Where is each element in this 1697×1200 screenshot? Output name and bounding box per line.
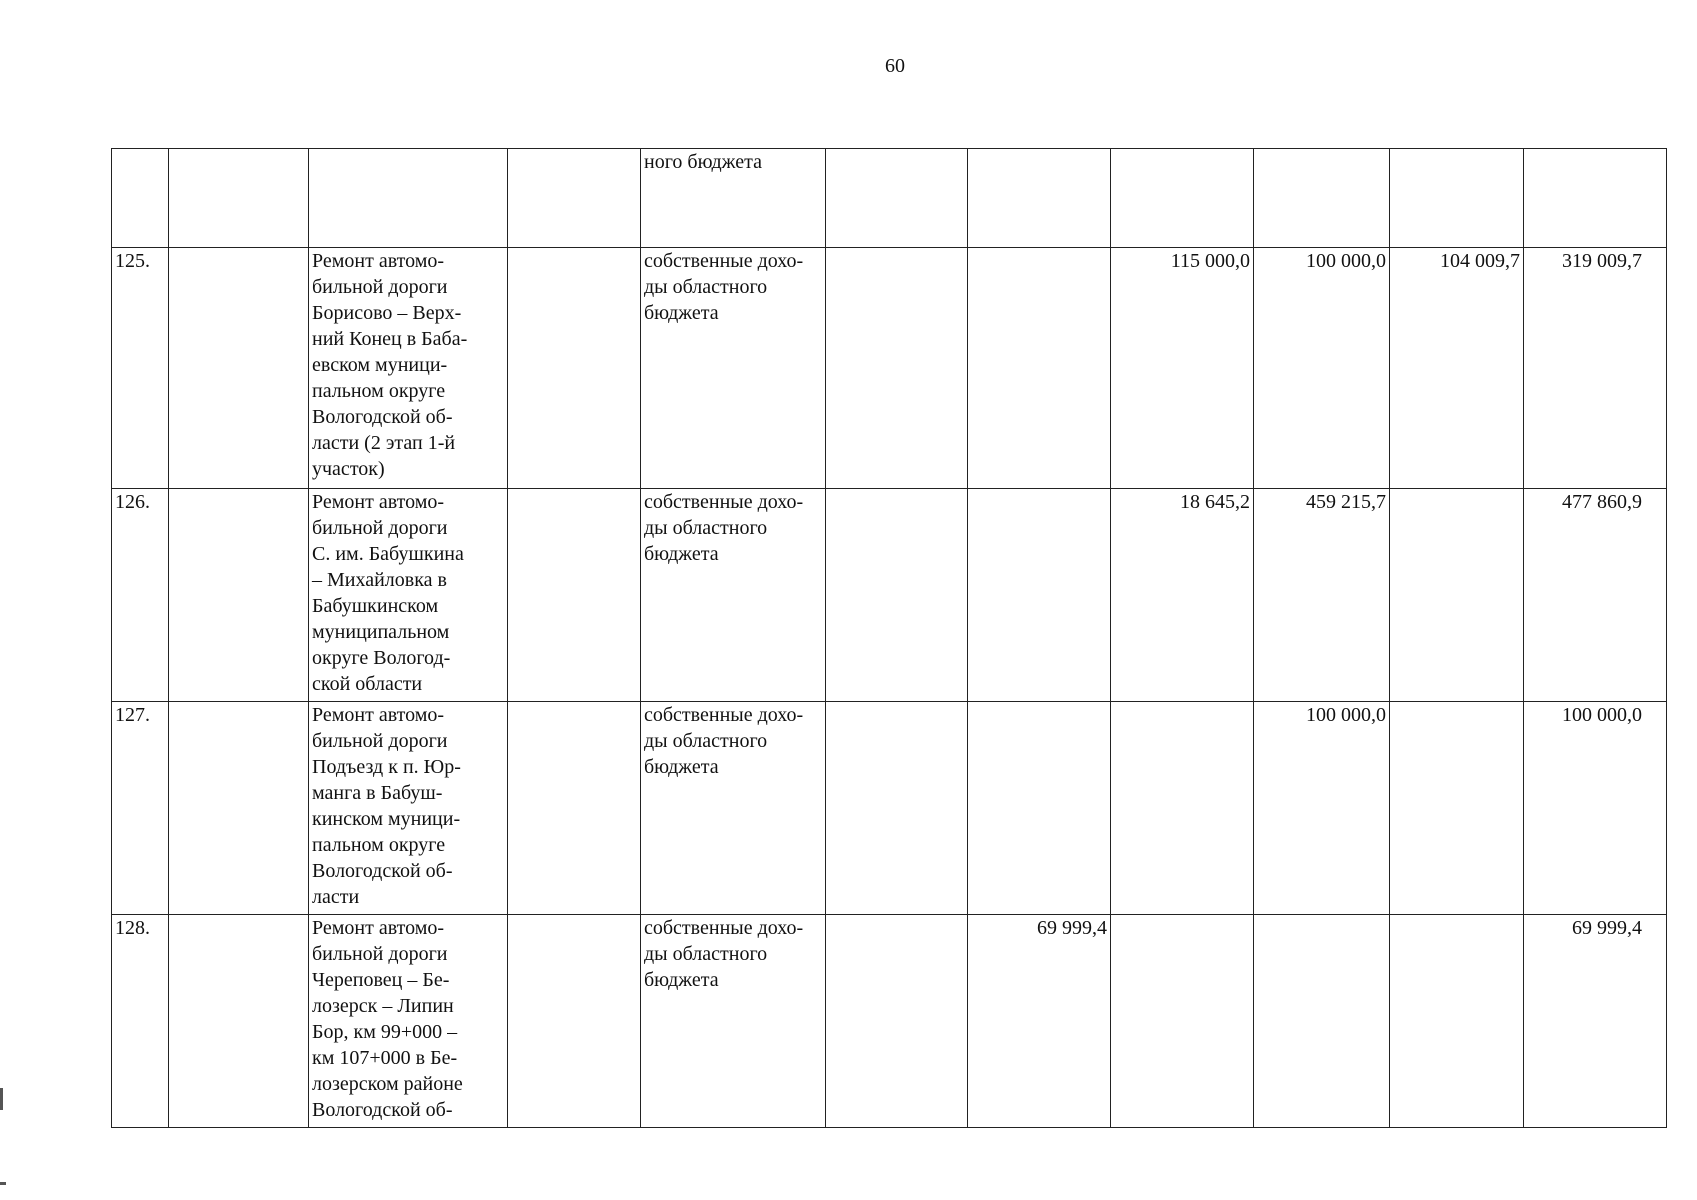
amount-cell-7 [968, 702, 1111, 915]
total-cell: 100 000,0 [1524, 702, 1667, 915]
source-text: собственные дохо- ды областного бюджета [644, 250, 804, 324]
executor-cell [508, 149, 641, 248]
total-cell: 319 009,7 [1524, 248, 1667, 489]
source-text: собственные дохо- ды областного бюджета [644, 917, 804, 991]
code-cell [169, 248, 309, 489]
source-cell [641, 248, 826, 489]
total-cell: 69 999,4 [1524, 915, 1667, 1128]
table-row [112, 702, 1667, 915]
name-cell [309, 149, 508, 248]
object-name-text: Ремонт автомо- бильной дороги Подъезд к п. Юр- манга в Бабуш- кинском муници- пальном округе Вологодской об- ласти [312, 704, 461, 908]
row-number: 125. [112, 248, 169, 489]
budget-table [111, 148, 1667, 1128]
table-row [112, 248, 1667, 489]
code-cell [169, 702, 309, 915]
amount-cell-10 [1390, 702, 1524, 915]
amount-cell-6 [826, 149, 968, 248]
scan-margin-mark [0, 1182, 6, 1185]
source-cell [641, 915, 826, 1128]
page-number: 60 [885, 55, 905, 77]
source-cell [641, 489, 826, 702]
table-row [112, 489, 1667, 702]
row-number: 127. [112, 702, 169, 915]
source-text: собственные дохо- ды областного бюджета [644, 491, 804, 565]
amount-cell-6 [826, 248, 968, 489]
source-text: ного бюджета [644, 151, 762, 173]
amount-cell-6 [826, 489, 968, 702]
amount-cell-7 [968, 248, 1111, 489]
amount-cell-7: 69 999,4 [968, 915, 1111, 1128]
code-cell [169, 489, 309, 702]
amount-cell-10 [1390, 149, 1524, 248]
table-row [112, 915, 1667, 1128]
source-cell [641, 149, 826, 248]
row-number: 126. [112, 489, 169, 702]
object-name [309, 489, 508, 702]
amount-cell-8: 18 645,2 [1111, 489, 1254, 702]
amount-cell-9: 459 215,7 [1254, 489, 1390, 702]
object-name [309, 915, 508, 1128]
amount-cell-8: 115 000,0 [1111, 248, 1254, 489]
amount-cell-7 [968, 149, 1111, 248]
source-cell [641, 702, 826, 915]
object-name-text: Ремонт автомо- бильной дороги С. им. Бабушкина – Михайловка в Бабушкинском муниципальном округе Вологод- ской области [312, 491, 464, 695]
amount-cell-8 [1111, 702, 1254, 915]
total-cell: 477 860,9 [1524, 489, 1667, 702]
amount-cell-10 [1390, 489, 1524, 702]
executor-cell [508, 248, 641, 489]
amount-cell-8 [1111, 149, 1254, 248]
amount-cell-9: 100 000,0 [1254, 702, 1390, 915]
object-name [309, 702, 508, 915]
executor-cell [508, 702, 641, 915]
amount-cell-7 [968, 489, 1111, 702]
code-cell [169, 915, 309, 1128]
object-name [309, 248, 508, 489]
executor-cell [508, 489, 641, 702]
num-cell [112, 149, 169, 248]
total-cell [1524, 149, 1667, 248]
object-name-text: Ремонт автомо- бильной дороги Череповец – Бе- лозерск – Липин Бор, км 99+000 – км 107+000 в Бе- лозерском районе Вологодской об- [312, 917, 463, 1121]
source-text: собственные дохо- ды областного бюджета [644, 704, 804, 778]
row-number: 128. [112, 915, 169, 1128]
amount-cell-10: 104 009,7 [1390, 248, 1524, 489]
amount-cell-9 [1254, 915, 1390, 1128]
scan-margin-mark [0, 1088, 3, 1110]
object-name-text: Ремонт автомо- бильной дороги Борисово – Верх- ний Конец в Баба- евском муници- пальном округе Вологодской об- ласти (2 этап 1-й участок) [312, 250, 468, 480]
amount-cell-9 [1254, 149, 1390, 248]
amount-cell-6 [826, 915, 968, 1128]
amount-cell-6 [826, 702, 968, 915]
executor-cell [508, 915, 641, 1128]
continuation-row [112, 149, 1667, 248]
code-cell [169, 149, 309, 248]
amount-cell-10 [1390, 915, 1524, 1128]
amount-cell-9: 100 000,0 [1254, 248, 1390, 489]
amount-cell-8 [1111, 915, 1254, 1128]
